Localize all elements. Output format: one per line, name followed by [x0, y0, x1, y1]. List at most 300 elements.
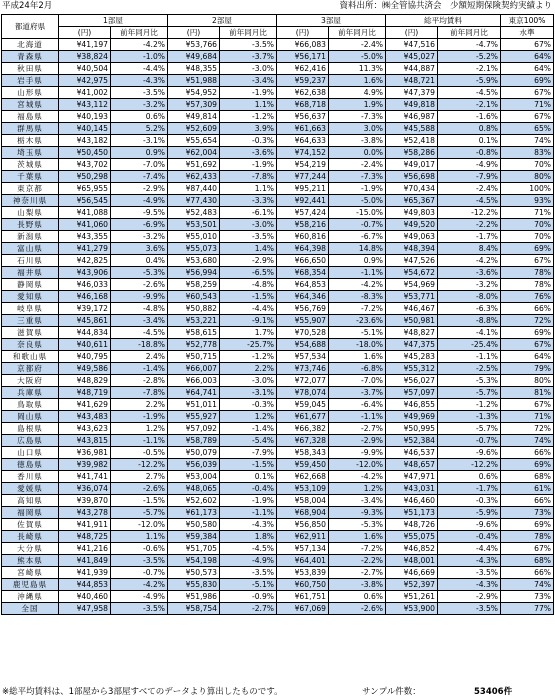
rent-3room: ¥58,343 — [277, 447, 329, 459]
sub-header-yen: (円) — [59, 27, 111, 39]
rent-3room: ¥59,450 — [277, 459, 329, 471]
yoy-2room: 1.2% — [220, 411, 277, 423]
yoy-3room: 1.6% — [329, 75, 386, 87]
yoy-2room: -3.5% — [220, 231, 277, 243]
rent-2room: ¥55,927 — [168, 411, 220, 423]
table-row — [2, 315, 554, 327]
tokyo-level: 69% — [501, 459, 554, 471]
rent-average: ¥46,855 — [386, 399, 438, 411]
yoy-1room: -4.4% — [111, 63, 168, 75]
tokyo-level: 70% — [501, 159, 554, 171]
yoy-1room: -6.9% — [111, 219, 168, 231]
yoy-1room: -3.4% — [111, 315, 168, 327]
yoy-1room: 0.4% — [111, 255, 168, 267]
yoy-1room: -2.9% — [111, 183, 168, 195]
rent-1room: ¥41,216 — [59, 543, 111, 555]
pref-cell: 岐阜県 — [2, 303, 59, 315]
rent-3room: ¥62,911 — [277, 531, 329, 543]
rent-3room: ¥61,663 — [277, 123, 329, 135]
table-row — [2, 507, 554, 519]
yoy-2room: -3.1% — [220, 387, 277, 399]
tokyo-level: 66% — [501, 567, 554, 579]
yoy-3room: -5.3% — [329, 519, 386, 531]
yoy-3room: 14.8% — [329, 243, 386, 255]
yoy-average: -2.4% — [438, 183, 501, 195]
rent-average: ¥54,672 — [386, 267, 438, 279]
table-row — [2, 207, 554, 219]
rent-average: ¥56,698 — [386, 171, 438, 183]
yoy-2room: -4.5% — [220, 543, 277, 555]
rent-2room: ¥57,309 — [168, 99, 220, 111]
rent-3room: ¥62,416 — [277, 63, 329, 75]
tokyo-level: 83% — [501, 147, 554, 159]
yoy-1room: -1.9% — [111, 411, 168, 423]
yoy-1room: -4.9% — [111, 591, 168, 603]
yoy-1room: -1.4% — [111, 363, 168, 375]
rent-2room: ¥51,986 — [168, 591, 220, 603]
yoy-3room: -1.9% — [329, 183, 386, 195]
yoy-average: -4.2% — [438, 255, 501, 267]
pref-cell: 大阪府 — [2, 375, 59, 387]
rent-average: ¥43,031 — [386, 483, 438, 495]
yoy-average: -2.2% — [438, 219, 501, 231]
yoy-3room: -3.8% — [329, 579, 386, 591]
pref-cell: 愛知県 — [2, 291, 59, 303]
rent-1room: ¥40,795 — [59, 351, 111, 363]
yoy-1room: -4.2% — [111, 579, 168, 591]
table-row — [2, 483, 554, 495]
table-row — [2, 567, 554, 579]
rent-1room: ¥65,955 — [59, 183, 111, 195]
rent-2room: ¥50,882 — [168, 303, 220, 315]
table-row — [2, 111, 554, 123]
rent-1room: ¥40,193 — [59, 111, 111, 123]
rent-average: ¥53,771 — [386, 291, 438, 303]
yoy-2room: -1.5% — [220, 291, 277, 303]
pref-cell: 山形県 — [2, 87, 59, 99]
yoy-1room: -2.8% — [111, 375, 168, 387]
yoy-1room: -4.5% — [111, 327, 168, 339]
table-row — [2, 351, 554, 363]
rent-2room: ¥48,355 — [168, 63, 220, 75]
group-header-row — [2, 15, 554, 27]
yoy-3room: 0.6% — [329, 591, 386, 603]
yoy-average: -7.9% — [438, 171, 501, 183]
pref-cell: 山口県 — [2, 447, 59, 459]
yoy-3room: -18.0% — [329, 339, 386, 351]
tokyo-level: 72% — [501, 315, 554, 327]
rent-1room: ¥43,278 — [59, 507, 111, 519]
pref-cell: 全国 — [2, 603, 59, 615]
yoy-2room: -3.0% — [220, 219, 277, 231]
yoy-2room: -1.4% — [220, 423, 277, 435]
table-row — [2, 231, 554, 243]
yoy-2room: 0.1% — [220, 471, 277, 483]
table-row — [2, 591, 554, 603]
rent-average: ¥49,063 — [386, 231, 438, 243]
yoy-average: -4.7% — [438, 39, 501, 51]
rent-2room: ¥53,004 — [168, 471, 220, 483]
yoy-1room: -1.0% — [111, 51, 168, 63]
yoy-average: -1.6% — [438, 111, 501, 123]
yoy-1room: -3.5% — [111, 555, 168, 567]
yoy-1room: -3.5% — [111, 87, 168, 99]
pref-cell: 静岡県 — [2, 279, 59, 291]
tokyo-level: 67% — [501, 255, 554, 267]
rent-average: ¥48,726 — [386, 519, 438, 531]
rent-average: ¥70,434 — [386, 183, 438, 195]
yoy-average: -12.2% — [438, 207, 501, 219]
tokyo-level: 64% — [501, 351, 554, 363]
rent-2room: ¥50,580 — [168, 519, 220, 531]
tokyo-level: 70% — [501, 219, 554, 231]
yoy-2room: -0.3% — [220, 135, 277, 147]
tokyo-level: 61% — [501, 483, 554, 495]
yoy-3room: -7.2% — [329, 543, 386, 555]
rent-2room: ¥58,259 — [168, 279, 220, 291]
yoy-1room: -0.7% — [111, 567, 168, 579]
yoy-average: -6.3% — [438, 303, 501, 315]
yoy-3room: -4.2% — [329, 279, 386, 291]
yoy-average: 0.8% — [438, 123, 501, 135]
tokyo-level: 77% — [501, 603, 554, 615]
rent-2room: ¥60,543 — [168, 291, 220, 303]
yoy-3room: 4.9% — [329, 87, 386, 99]
table-row — [2, 255, 554, 267]
yoy-average: -4.9% — [438, 159, 501, 171]
yoy-average: -1.3% — [438, 411, 501, 423]
rent-1room: ¥41,741 — [59, 471, 111, 483]
rent-average: ¥48,721 — [386, 75, 438, 87]
tokyo-level: 67% — [501, 339, 554, 351]
rent-2room: ¥55,830 — [168, 579, 220, 591]
rent-1room: ¥49,586 — [59, 363, 111, 375]
table-row — [2, 363, 554, 375]
table-row — [2, 519, 554, 531]
yoy-3room: -23.6% — [329, 315, 386, 327]
table-row — [2, 327, 554, 339]
rent-average: ¥49,803 — [386, 207, 438, 219]
rent-2room: ¥56,994 — [168, 267, 220, 279]
yoy-average: -3.6% — [438, 267, 501, 279]
pref-cell: 高知県 — [2, 495, 59, 507]
yoy-1room: -4.3% — [111, 75, 168, 87]
pref-cell: 長野県 — [2, 219, 59, 231]
yoy-average: -2.1% — [438, 99, 501, 111]
rent-average: ¥57,097 — [386, 387, 438, 399]
table-row — [2, 291, 554, 303]
yoy-average: -0.4% — [438, 531, 501, 543]
yoy-average: -8.0% — [438, 291, 501, 303]
rent-1room: ¥41,939 — [59, 567, 111, 579]
tokyo-level: 69% — [501, 519, 554, 531]
table-row — [2, 219, 554, 231]
yoy-3room: -6.7% — [329, 231, 386, 243]
pref-cell: 福岡県 — [2, 507, 59, 519]
yoy-3room: -1.1% — [329, 411, 386, 423]
rent-2room: ¥87,440 — [168, 183, 220, 195]
tokyo-level: 69% — [501, 327, 554, 339]
table-row — [2, 159, 554, 171]
rent-average: ¥47,375 — [386, 339, 438, 351]
rent-2room: ¥50,715 — [168, 351, 220, 363]
pref-cell: 秋田県 — [2, 63, 59, 75]
rent-1room: ¥36,981 — [59, 447, 111, 459]
rent-average: ¥46,460 — [386, 495, 438, 507]
yoy-2room: 1.1% — [220, 99, 277, 111]
rent-average: ¥45,283 — [386, 351, 438, 363]
yoy-1room: 3.6% — [111, 243, 168, 255]
rent-3room: ¥58,216 — [277, 219, 329, 231]
rent-1room: ¥50,450 — [59, 147, 111, 159]
rent-3room: ¥64,853 — [277, 279, 329, 291]
rent-1room: ¥56,545 — [59, 195, 111, 207]
rent-1room: ¥40,145 — [59, 123, 111, 135]
yoy-3room: 11.3% — [329, 63, 386, 75]
rent-1room: ¥42,975 — [59, 75, 111, 87]
rent-average: ¥65,367 — [386, 195, 438, 207]
tokyo-level: 74% — [501, 435, 554, 447]
yoy-2room: -25.7% — [220, 339, 277, 351]
rent-2room: ¥64,741 — [168, 387, 220, 399]
pref-cell: 福島県 — [2, 111, 59, 123]
yoy-2room: -1.2% — [220, 351, 277, 363]
pref-cell: 北海道 — [2, 39, 59, 51]
tokyo-level: 69% — [501, 75, 554, 87]
yoy-average: -2.1% — [438, 63, 501, 75]
sub-header-yen: (円) — [386, 27, 438, 39]
rent-average: ¥47,516 — [386, 39, 438, 51]
rent-average: ¥47,379 — [386, 87, 438, 99]
yoy-3room: -9.9% — [329, 447, 386, 459]
rent-average: ¥50,995 — [386, 423, 438, 435]
table-row — [2, 63, 554, 75]
rent-2room: ¥66,007 — [168, 363, 220, 375]
rent-3room: ¥62,638 — [277, 87, 329, 99]
group-header-tokyo-level: 東京100% — [501, 15, 554, 27]
rent-3room: ¥66,382 — [277, 423, 329, 435]
sub-header-yoy: 前年同月比 — [438, 27, 501, 39]
rent-3room: ¥73,746 — [277, 363, 329, 375]
rent-average: ¥49,520 — [386, 219, 438, 231]
table-row — [2, 387, 554, 399]
table-row — [2, 51, 554, 63]
yoy-1room: -12.2% — [111, 459, 168, 471]
rent-average: ¥51,261 — [386, 591, 438, 603]
pref-cell: 奈良県 — [2, 339, 59, 351]
rent-2room: ¥53,501 — [168, 219, 220, 231]
yoy-1room: -7.0% — [111, 159, 168, 171]
yoy-average: -0.8% — [438, 147, 501, 159]
rent-1room: ¥43,815 — [59, 435, 111, 447]
yoy-2room: 1.8% — [220, 531, 277, 543]
yoy-2room: -3.5% — [220, 567, 277, 579]
yoy-1room: 2.2% — [111, 399, 168, 411]
yoy-2room: -2.9% — [220, 255, 277, 267]
rent-3room: ¥92,441 — [277, 195, 329, 207]
rent-3room: ¥64,633 — [277, 135, 329, 147]
yoy-average: -4.5% — [438, 87, 501, 99]
rent-3room: ¥59,045 — [277, 399, 329, 411]
yoy-3room: 1.6% — [329, 351, 386, 363]
yoy-1room: -12.0% — [111, 519, 168, 531]
yoy-average: -5.9% — [438, 507, 501, 519]
rent-1room: ¥46,168 — [59, 291, 111, 303]
rent-1room: ¥41,629 — [59, 399, 111, 411]
pref-cell: 広島県 — [2, 435, 59, 447]
yoy-2room: -6.1% — [220, 207, 277, 219]
rent-3room: ¥59,237 — [277, 75, 329, 87]
rent-1room: ¥47,958 — [59, 603, 111, 615]
tokyo-level: 68% — [501, 555, 554, 567]
yoy-3room: -1.1% — [329, 267, 386, 279]
sub-header-yoy: 前年同月比 — [111, 27, 168, 39]
yoy-1room: -0.5% — [111, 447, 168, 459]
rent-3room: ¥55,907 — [277, 315, 329, 327]
yoy-1room: 1.2% — [111, 423, 168, 435]
sample-count: 53406件 — [474, 687, 513, 697]
rent-average: ¥53,900 — [386, 603, 438, 615]
rent-3room: ¥64,401 — [277, 555, 329, 567]
pref-cell: 愛媛県 — [2, 483, 59, 495]
rent-3room: ¥70,528 — [277, 327, 329, 339]
yoy-2room: -6.5% — [220, 267, 277, 279]
table-row — [2, 435, 554, 447]
rent-3room: ¥72,077 — [277, 375, 329, 387]
tokyo-level: 80% — [501, 171, 554, 183]
report-date: 平成24年2月 — [2, 1, 53, 11]
yoy-average: -0.7% — [438, 435, 501, 447]
tokyo-level: 66% — [501, 495, 554, 507]
yoy-1room: 5.2% — [111, 123, 168, 135]
yoy-average: -12.2% — [438, 459, 501, 471]
yoy-1room: -4.2% — [111, 39, 168, 51]
yoy-3room: 1.9% — [329, 99, 386, 111]
table-row — [2, 303, 554, 315]
yoy-3room: -6.4% — [329, 399, 386, 411]
group-header-average: 総平均賃料 — [386, 15, 501, 27]
sub-header-yoy: 前年同月比 — [220, 27, 277, 39]
rent-2room: ¥54,952 — [168, 87, 220, 99]
sub-header-yoy: 前年同月比 — [329, 27, 386, 39]
rent-2room: ¥55,073 — [168, 243, 220, 255]
yoy-1room: -5.7% — [111, 507, 168, 519]
tokyo-level: 67% — [501, 399, 554, 411]
rent-3room: ¥66,083 — [277, 39, 329, 51]
rent-2room: ¥58,754 — [168, 603, 220, 615]
rent-average: ¥58,286 — [386, 147, 438, 159]
yoy-1room: 0.9% — [111, 147, 168, 159]
yoy-3room: -2.4% — [329, 159, 386, 171]
table-row — [2, 459, 554, 471]
tokyo-level: 74% — [501, 135, 554, 147]
rent-average: ¥49,017 — [386, 159, 438, 171]
yoy-1room: 1.1% — [111, 531, 168, 543]
rent-2room: ¥51,988 — [168, 75, 220, 87]
rent-3room: ¥68,718 — [277, 99, 329, 111]
pref-header: 都道府県 — [2, 15, 59, 39]
yoy-average: -2.5% — [438, 363, 501, 375]
tokyo-level: 67% — [501, 39, 554, 51]
yoy-average: -4.3% — [438, 579, 501, 591]
yoy-2room: -7.9% — [220, 447, 277, 459]
yoy-1room: -4.9% — [111, 195, 168, 207]
pref-cell: 滋賀県 — [2, 327, 59, 339]
rent-2room: ¥77,430 — [168, 195, 220, 207]
rent-1room: ¥46,033 — [59, 279, 111, 291]
rent-1room: ¥44,834 — [59, 327, 111, 339]
yoy-2room: -3.0% — [220, 63, 277, 75]
rent-average: ¥46,852 — [386, 543, 438, 555]
rent-average: ¥45,588 — [386, 123, 438, 135]
pref-cell: 宮崎県 — [2, 567, 59, 579]
table-row — [2, 495, 554, 507]
table-row — [2, 423, 554, 435]
rent-1room: ¥50,298 — [59, 171, 111, 183]
yoy-average: -1.7% — [438, 231, 501, 243]
table-row — [2, 135, 554, 147]
rent-1room: ¥36,074 — [59, 483, 111, 495]
yoy-average: -1.2% — [438, 399, 501, 411]
rent-average: ¥45,027 — [386, 51, 438, 63]
rent-1room: ¥41,002 — [59, 87, 111, 99]
group-header-3room: 3部屋 — [277, 15, 386, 27]
rent-1room: ¥41,088 — [59, 207, 111, 219]
yoy-2room: -9.1% — [220, 315, 277, 327]
yoy-2room: -0.4% — [220, 483, 277, 495]
rent-average: ¥46,669 — [386, 567, 438, 579]
pref-cell: 栃木県 — [2, 135, 59, 147]
pref-cell: 青森県 — [2, 51, 59, 63]
rent-3room: ¥68,354 — [277, 267, 329, 279]
yoy-1room: -1.1% — [111, 435, 168, 447]
yoy-average: -25.4% — [438, 339, 501, 351]
pref-cell: 長崎県 — [2, 531, 59, 543]
rent-3room: ¥54,219 — [277, 159, 329, 171]
yoy-3room: -7.3% — [329, 171, 386, 183]
rent-average: ¥47,526 — [386, 255, 438, 267]
table-row — [2, 603, 554, 615]
tokyo-level: 71% — [501, 411, 554, 423]
yoy-average: -9.6% — [438, 519, 501, 531]
rent-average: ¥52,397 — [386, 579, 438, 591]
rent-average: ¥54,969 — [386, 279, 438, 291]
yoy-3room: -15.0% — [329, 207, 386, 219]
pref-cell: 富山県 — [2, 243, 59, 255]
yoy-average: -9.6% — [438, 447, 501, 459]
yoy-2room: 2.2% — [220, 363, 277, 375]
yoy-3room: -5.0% — [329, 51, 386, 63]
rent-1room: ¥43,112 — [59, 99, 111, 111]
rent-3room: ¥78,074 — [277, 387, 329, 399]
yoy-1room: -5.3% — [111, 267, 168, 279]
rent-2room: ¥59,384 — [168, 531, 220, 543]
rent-2room: ¥62,004 — [168, 147, 220, 159]
yoy-2room: -4.4% — [220, 303, 277, 315]
rent-2room: ¥54,198 — [168, 555, 220, 567]
pref-cell: 徳島県 — [2, 459, 59, 471]
rent-1room: ¥39,870 — [59, 495, 111, 507]
pref-cell: 岡山県 — [2, 411, 59, 423]
rent-1room: ¥44,853 — [59, 579, 111, 591]
yoy-1room: -7.4% — [111, 171, 168, 183]
rent-2room: ¥49,814 — [168, 111, 220, 123]
yoy-average: -5.3% — [438, 375, 501, 387]
table-row — [2, 447, 554, 459]
rent-average: ¥48,001 — [386, 555, 438, 567]
sub-header-level: 水準 — [501, 27, 554, 39]
yoy-2room: -0.3% — [220, 399, 277, 411]
